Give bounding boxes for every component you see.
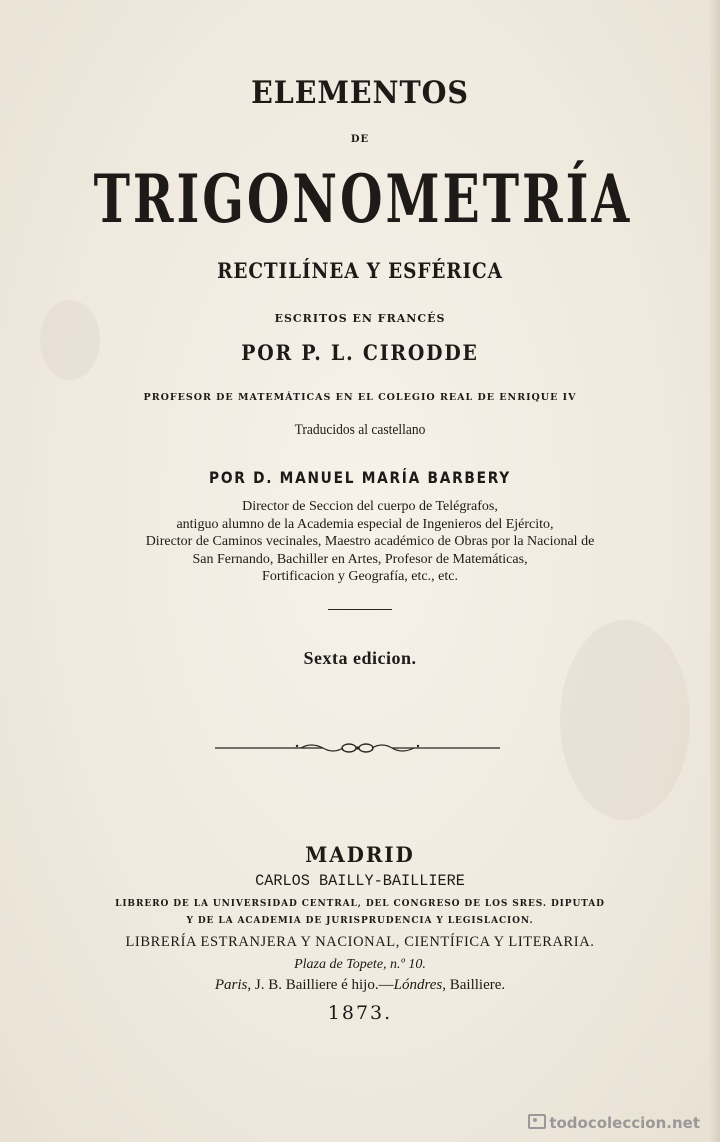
london-city: Lóndres — [393, 977, 443, 993]
credit-line: San Fernando, Bachiller en Artes, Profesor de Matemáticas, — [192, 551, 528, 567]
publisher-branches — [0, 977, 720, 994]
publisher-address: Plaza de Topete, n.º 10. — [294, 957, 426, 972]
paris-city: Paris — [214, 977, 248, 993]
translated-note: Traducidos al castellano — [294, 422, 426, 438]
camera-icon — [528, 1114, 546, 1129]
publisher-librero: LIBRERO DE LA UNIVERSIDAD CENTRAL, DEL CONGRESO DE LOS SRES. DIPUTAD — [115, 899, 605, 909]
translator-credits — [0, 498, 720, 586]
translator-name: POR D. MANUEL MARÍA BARBERY — [209, 468, 511, 487]
author-position: PROFESOR DE MATEMÁTICAS EN EL COLEGIO REAL DE ENRIQUE IV — [143, 392, 577, 403]
watermark — [528, 1114, 700, 1132]
title-elementos: ELEMENTOS — [251, 75, 469, 111]
edition-label: Sexta edicion. — [303, 648, 417, 668]
title-trigonometria: TRIGONOMETRÍA — [93, 160, 633, 238]
publisher-city: MADRID — [305, 842, 415, 867]
publisher-name: CARLOS BAILLY-BAILLIERE — [255, 872, 465, 890]
london-publisher: , Bailliere. — [442, 977, 506, 993]
credit-line: Director de Seccion del cuerpo de Telégrafos, — [242, 499, 498, 514]
credit-line: Fortificacion y Geografía, etc., etc. — [262, 569, 458, 584]
title-subtitle: RECTILÍNEA Y ESFÉRICA — [217, 258, 503, 283]
author-name: POR P. L. CIRODDE — [241, 340, 479, 365]
credit-line: antiguo alumno de la Academia especial de Ingenieros del Ejército, — [176, 516, 554, 532]
title-de: DE — [350, 134, 370, 145]
publisher-libreria: LIBRERÍA ESTRANJERA Y NACIONAL, CIENTÍFICA Y LITERARIA. — [125, 934, 595, 950]
publication-year: 1873. — [327, 1002, 393, 1024]
ornament-divider — [215, 738, 500, 758]
written-in-french: ESCRITOS EN FRANCÉS — [274, 312, 446, 325]
paris-publisher: , J. B. Bailliere é hijo.— — [247, 977, 394, 993]
publisher-academia: Y DE LA ACADEMIA DE JURISPRUDENCIA Y LEGISLACION. — [186, 916, 534, 926]
watermark-text: todocoleccion.net — [549, 1114, 700, 1132]
divider-rule — [328, 609, 392, 610]
credit-line: Director de Caminos vecinales, Maestro académico de Obras por la Nacional de — [145, 534, 595, 549]
